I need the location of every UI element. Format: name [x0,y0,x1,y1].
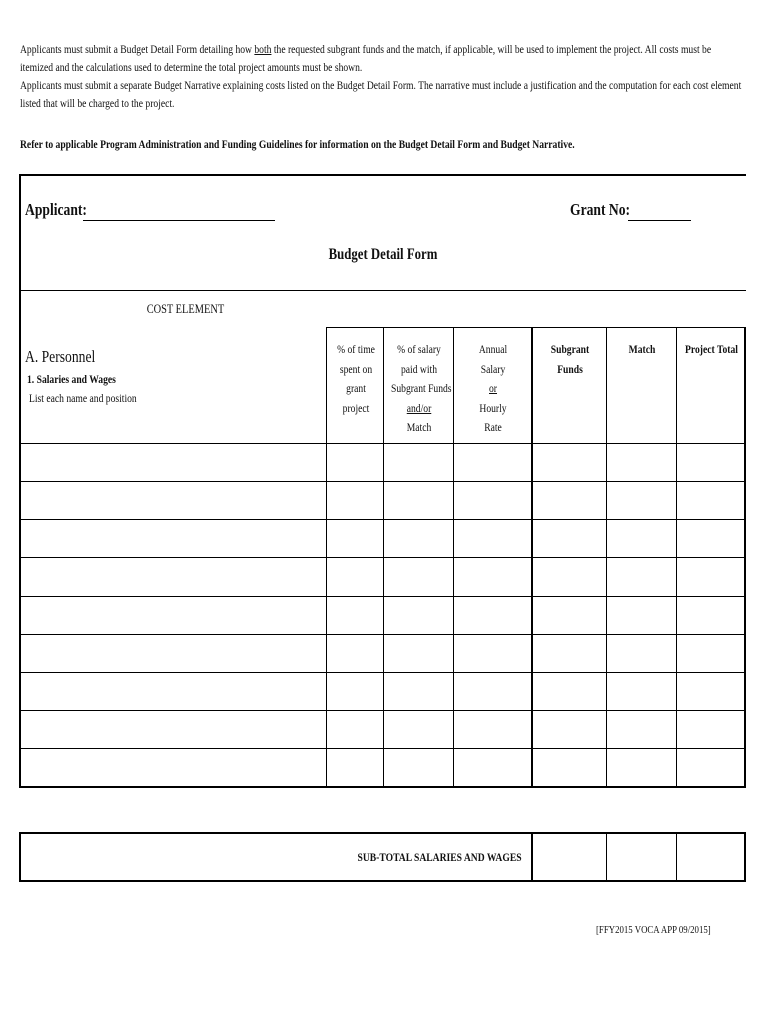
personnel-row-7-match-cell[interactable] [608,673,676,709]
personnel-row-9-match-cell[interactable] [608,749,676,785]
subtotal-label: SUB-TOTAL SALARIES AND WAGES [357,850,523,864]
personnel-row-1-salary-cell[interactable] [385,444,453,480]
personnel-row-5-annual-cell[interactable] [455,597,531,633]
col-header-salary: % of salary paid with Subgrant Funds and/or Match [391,342,452,434]
personnel-row-3-annual-cell[interactable] [455,520,531,556]
personnel-row-4-match-cell[interactable] [608,558,676,594]
personnel-row-5-name-cell[interactable] [21,597,326,633]
personnel-row-9-salary-cell[interactable] [385,749,453,785]
col-header-annual: Annual Salary or Hourly Rate [478,342,508,434]
personnel-row-3-name-cell[interactable] [21,520,326,556]
instruction-line-3: Applicants must submit a separate Budget Narrative explaining costs listed on the Budget Detail Form. The narrative must include a justification and the computation for each cost element [20,78,742,92]
personnel-row-6-salary-cell[interactable] [385,635,453,671]
personnel-row-2-name-cell[interactable] [21,482,326,518]
personnel-row-3-time-cell[interactable] [328,520,383,556]
personnel-row-4-time-cell[interactable] [328,558,383,594]
personnel-row-2-time-cell[interactable] [328,482,383,518]
personnel-row-3-match-cell[interactable] [608,520,676,556]
list-instruction: List each name and position [29,391,137,405]
personnel-row-8-total-cell[interactable] [678,711,744,747]
table-bottom [19,786,746,788]
col-header-time: % of time spent on grant project [337,342,375,415]
personnel-row-7-salary-cell[interactable] [385,673,453,709]
personnel-row-9-annual-cell[interactable] [455,749,531,785]
subtotal-subgrant-cell[interactable] [534,834,606,880]
personnel-row-8-subgrant-cell[interactable] [534,711,606,747]
col-divider [676,832,677,882]
divider [19,290,746,291]
personnel-row-7-name-cell[interactable] [21,673,326,709]
personnel-row-5-subgrant-cell[interactable] [534,597,606,633]
personnel-row-2-subgrant-cell[interactable] [534,482,606,518]
personnel-row-9-time-cell[interactable] [328,749,383,785]
subsection-salaries: 1. Salaries and Wages [27,372,116,386]
personnel-row-5-time-cell[interactable] [328,597,383,633]
instruction-line-1: Applicants must submit a Budget Detail Form detailing how both the requested subgrant funds and the match, if applicable, will be used to implement the project. All costs must be [20,42,712,56]
personnel-row-9-total-cell[interactable] [678,749,744,785]
personnel-row-7-subgrant-cell[interactable] [534,673,606,709]
personnel-row-4-salary-cell[interactable] [385,558,453,594]
subtotal-total-cell[interactable] [678,834,744,880]
personnel-row-6-subgrant-cell[interactable] [534,635,606,671]
personnel-row-7-annual-cell[interactable] [455,673,531,709]
personnel-row-2-total-cell[interactable] [678,482,744,518]
personnel-row-4-name-cell[interactable] [21,558,326,594]
col-divider [606,832,607,882]
personnel-row-1-time-cell[interactable] [328,444,383,480]
column-header-top [326,327,746,328]
personnel-row-2-match-cell[interactable] [608,482,676,518]
personnel-row-4-subgrant-cell[interactable] [534,558,606,594]
section-personnel: A. Personnel [25,347,96,366]
personnel-row-2-annual-cell[interactable] [455,482,531,518]
col-header-total: Project Total [685,342,738,356]
personnel-row-6-annual-cell[interactable] [455,635,531,671]
cost-element-heading: COST ELEMENT [146,301,224,316]
personnel-row-6-match-cell[interactable] [608,635,676,671]
personnel-row-8-salary-cell[interactable] [385,711,453,747]
personnel-row-7-time-cell[interactable] [328,673,383,709]
personnel-row-4-annual-cell[interactable] [455,558,531,594]
personnel-row-2-salary-cell[interactable] [385,482,453,518]
personnel-row-8-name-cell[interactable] [21,711,326,747]
personnel-row-9-name-cell[interactable] [21,749,326,785]
personnel-row-9-subgrant-cell[interactable] [534,749,606,785]
personnel-row-7-total-cell[interactable] [678,673,744,709]
col-header-subgrant: Subgrant Funds [550,342,590,376]
grant-no-label: Grant No: [570,200,631,219]
personnel-row-6-name-cell[interactable] [21,635,326,671]
personnel-row-3-total-cell[interactable] [678,520,744,556]
col-header-match: Match [628,342,656,356]
personnel-row-1-total-cell[interactable] [678,444,744,480]
applicant-field[interactable] [83,220,275,221]
personnel-row-1-match-cell[interactable] [608,444,676,480]
form-title: Budget Detail Form [328,246,438,263]
subtotal-match-cell[interactable] [608,834,676,880]
personnel-row-5-total-cell[interactable] [678,597,744,633]
personnel-row-8-annual-cell[interactable] [455,711,531,747]
grant-no-field[interactable] [628,220,691,221]
personnel-row-6-time-cell[interactable] [328,635,383,671]
instructions [20,40,770,112]
personnel-row-5-match-cell[interactable] [608,597,676,633]
personnel-row-1-annual-cell[interactable] [455,444,531,480]
personnel-row-8-time-cell[interactable] [328,711,383,747]
personnel-row-4-total-cell[interactable] [678,558,744,594]
personnel-row-8-match-cell[interactable] [608,711,676,747]
instruction-line-4: listed that will be charged to the project. [20,96,175,110]
personnel-row-3-salary-cell[interactable] [385,520,453,556]
personnel-row-1-name-cell[interactable] [21,444,326,480]
instruction-line-2: itemized and the calculations used to determine the total project amounts must be shown. [20,60,363,74]
personnel-row-5-salary-cell[interactable] [385,597,453,633]
form-version: [FFY2015 VOCA APP 09/2015] [596,924,711,936]
personnel-row-3-subgrant-cell[interactable] [534,520,606,556]
applicant-label: Applicant: [25,200,87,219]
personnel-row-6-total-cell[interactable] [678,635,744,671]
guidelines-note: Refer to applicable Program Administration and Funding Guidelines for information on the Budget Detail Form and Budget Narrative. [20,137,575,151]
personnel-row-1-subgrant-cell[interactable] [534,444,606,480]
